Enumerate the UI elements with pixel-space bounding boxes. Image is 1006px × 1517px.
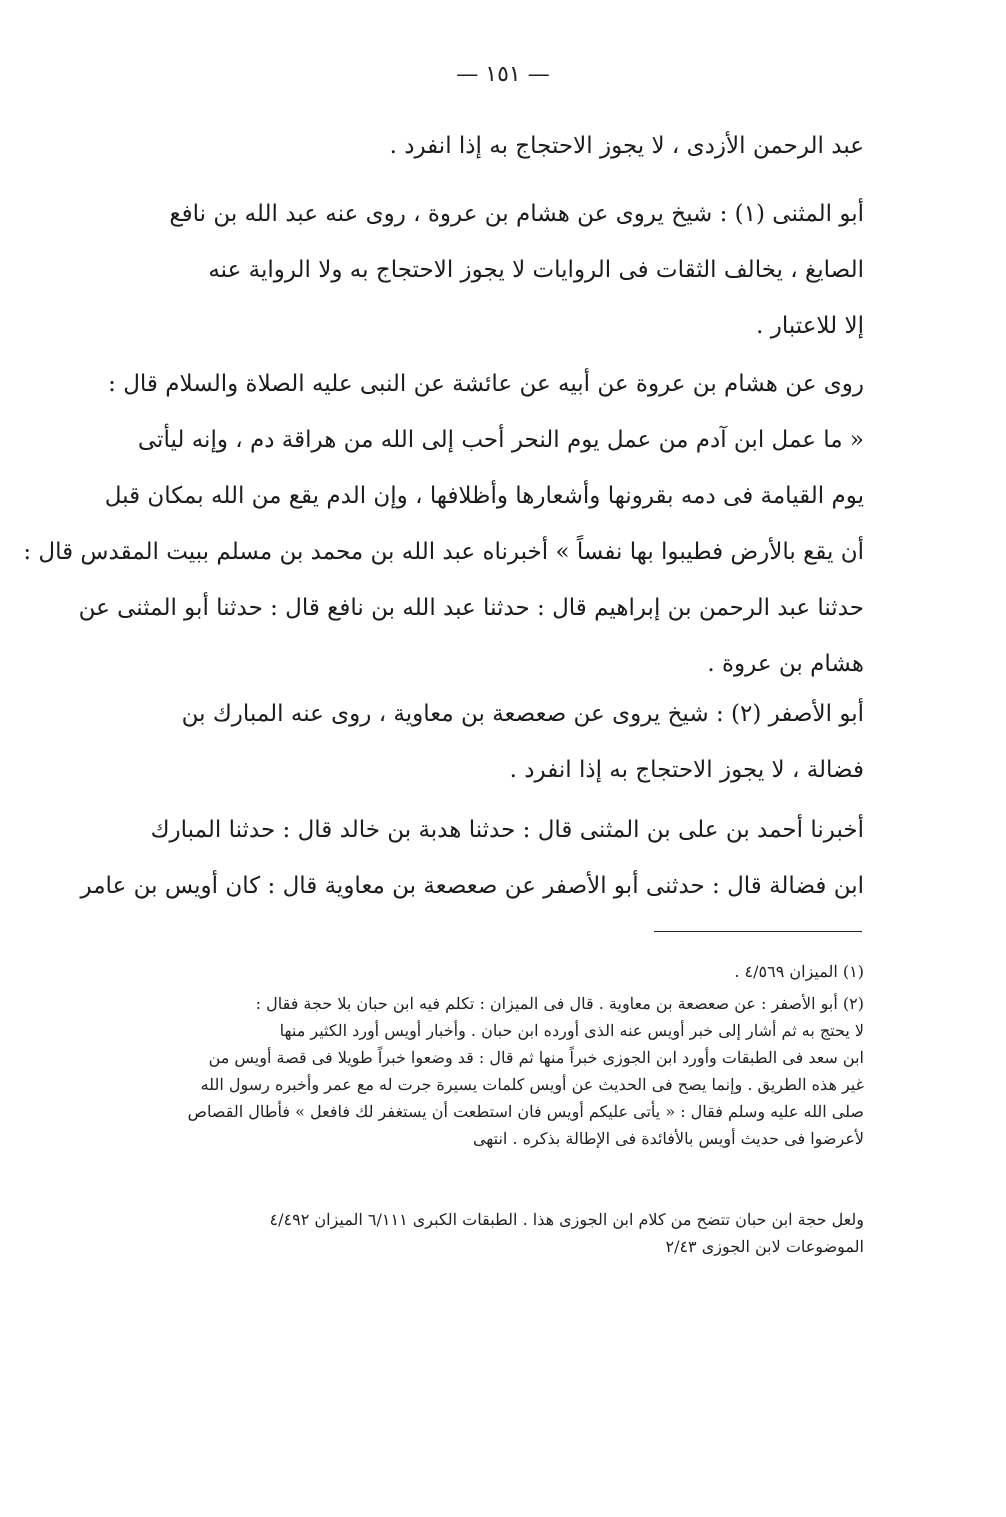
footnote-line: ابن سعد فى الطبقات وأورد ابن الجوزى خبراً منها ثم قال : قد وضعوا خبراً طويلا فى قصة أويس من xyxy=(208,1048,864,1067)
footnote-line: غير هذه الطريق . وإنما يصح فى الحديث عن أويس كلمات يسيرة جرت له مع عمر وأخبره رسول الله xyxy=(200,1075,864,1094)
text-line: إلا للاعتبار . xyxy=(756,313,864,339)
footnote-2 xyxy=(128,990,864,1152)
text-line: عبد الرحمن الأزدى ، لا يجوز الاحتجاج به إذا انفرد . xyxy=(389,133,864,159)
paragraph-continuation xyxy=(128,118,864,174)
text-line: أخبرنا أحمد بن على بن المثنى قال : حدثنا هدبة بن خالد قال : حدثنا المبارك xyxy=(150,817,864,843)
text-line: فضالة ، لا يجوز الاحتجاج به إذا انفرد . xyxy=(509,757,864,783)
footnote-line: الموضوعات لابن الجوزى ٢/٤٣ xyxy=(665,1237,864,1256)
entry-heading-line: أبو المثنى (١) : شيخ يروى عن هشام بن عروة ، روى عنه عبد الله بن نافع xyxy=(169,201,864,227)
footnote-separator xyxy=(654,931,862,932)
footnote-1 xyxy=(128,958,864,985)
page-number: — ١٥١ — xyxy=(456,62,550,87)
text-line: روى عن هشام بن عروة عن أبيه عن عائشة عن النبى عليه الصلاة والسلام قال : xyxy=(108,371,864,397)
footnote-line: صلى الله عليه وسلم فقال : « يأتى عليكم أويس فان استطعت أن يستغفر لك فافعل » فأطال القصاص xyxy=(187,1102,864,1121)
hadith-narration xyxy=(23,356,864,692)
text-line: هشام بن عروة . xyxy=(707,651,864,677)
footnote-line: (١) الميزان ٤/٥٦٩ . xyxy=(734,962,864,981)
text-line: حدثنا عبد الرحمن بن إبراهيم قال : حدثنا عبد الله بن نافع قال : حدثنا أبو المثنى عن xyxy=(78,595,864,621)
entry-abu-al-muthanna xyxy=(128,186,864,354)
footnote-line: لا يحتج به ثم أشار إلى خبر أويس عنه الذى أورده ابن حبان . وأخبار أويس أورد الكثير منها xyxy=(279,1021,864,1040)
isnad-paragraph xyxy=(80,802,864,914)
footnote-line: لأعرضوا فى حديث أويس بالأفائدة فى الإطالة بذكره . انتهى xyxy=(472,1129,864,1148)
text-line: أن يقع بالأرض فطيبوا بها نفساً » أخبرناه عبد الله بن محمد بن مسلم ببيت المقدس قال : xyxy=(23,539,864,565)
text-line: « ما عمل ابن آدم من عمل يوم النحر أحب إلى الله من هراقة دم ، وإنه ليأتى xyxy=(137,427,864,453)
footnote-2-continuation xyxy=(128,1206,864,1260)
text-line: ابن فضالة قال : حدثنى أبو الأصفر عن صعصعة بن معاوية قال : كان أويس بن عامر xyxy=(80,873,864,899)
entry-heading-line: أبو الأصفر (٢) : شيخ يروى عن صعصعة بن معاوية ، روى عنه المبارك بن xyxy=(181,701,864,727)
footnote-line: (٢) أبو الأصفر : عن صعصعة بن معاوية . قال فى الميزان : تكلم فيه ابن حبان بلا حجة فقال : xyxy=(255,994,864,1013)
footnote-line: ولعل حجة ابن حبان تتضح من كلام ابن الجوزى هذا . الطبقات الكبرى ٦/١١١ الميزان ٤/٤٩٢ xyxy=(269,1210,864,1229)
text-line: يوم القيامة فى دمه بقرونها وأشعارها وأظلافها ، وإن الدم يقع من الله بمكان قبل xyxy=(104,483,864,509)
text-line: الصايغ ، يخالف الثقات فى الروايات لا يجوز الاحتجاج به ولا الرواية عنه xyxy=(208,257,864,283)
entry-abu-al-asfar xyxy=(128,686,864,798)
